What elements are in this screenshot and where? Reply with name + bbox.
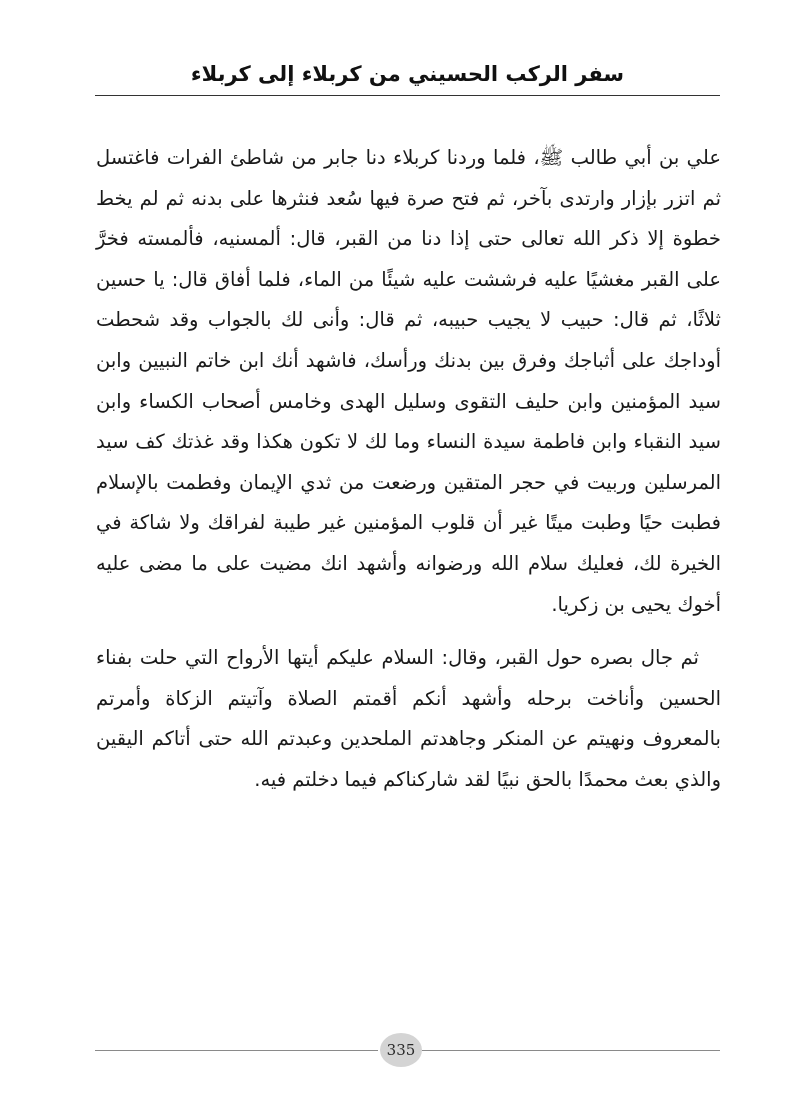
page-number-badge: 335 xyxy=(380,1033,422,1067)
header-divider xyxy=(95,95,720,96)
footer-divider-left xyxy=(95,1050,378,1051)
main-text xyxy=(96,138,721,801)
paragraph-1: علي بن أبي طالب ﷺ، فلما وردنا كربلاء دنا جابر من شاطئ الفرات فاغتسل ثم اتزر بإزار وارتدى بآخر، ثم فتح صرة فيها سُعد فنثرها على بدنه ثم لم يخط خطوة إلا ذكر الله تعالى حتى إذا دنا من القبر، قال: ألمسنيه، فألمسته فخرَّ على القبر مغشيًا عليه فرششت عليه شيئًا من الماء، فلما أفاق قال: يا حسين ثلاثًا، ثم قال: حبيب لا يجيب حبيبه، ثم قال: وأنى لك بالجواب وقد شحطت أوداجك على أثباجك وفرق بين بدنك ورأسك، فاشهد أنك ابن خاتم النبيين وابن سيد المؤمنين وابن حليف التقوى وسليل الهدى وخامس أصحاب الكساء وابن سيد النقباء وابن فاطمة سيدة النساء وما لك لا تكون هكذا وقد غذتك كف سيد المرسلين وربيت في حجر المتقين ورضعت من ثدي الإيمان وفطمت بالإسلام فطبت حيًا وطبت ميتًا غير أن قلوب المؤمنين غير طيبة لفراقك ولا شاكة في الخيرة لك، فعليك سلام الله ورضوانه وأشهد انك مضيت على ما مضى عليه أخوك يحيى بن زكريا. xyxy=(96,146,721,616)
paragraph-2: ثم جال بصره حول القبر، وقال: السلام عليكم أيتها الأرواح التي حلت بفناء الحسين وأناخت برحله وأشهد أنكم أقمتم الصلاة وآتيتم الزكاة وأمرتم بالمعروف ونهيتم عن المنكر وجاهدتم الملحدين وعبدتم الله حتى أتاكم اليقين والذي بعث محمدًا بالحق نبيًا لقد شاركناكم فيما دخلتم فيه. xyxy=(96,646,721,791)
footer-divider-right xyxy=(422,1050,720,1051)
running-header-title: سفر الركب الحسيني من كربلاء إلى كربلاء xyxy=(190,62,625,86)
